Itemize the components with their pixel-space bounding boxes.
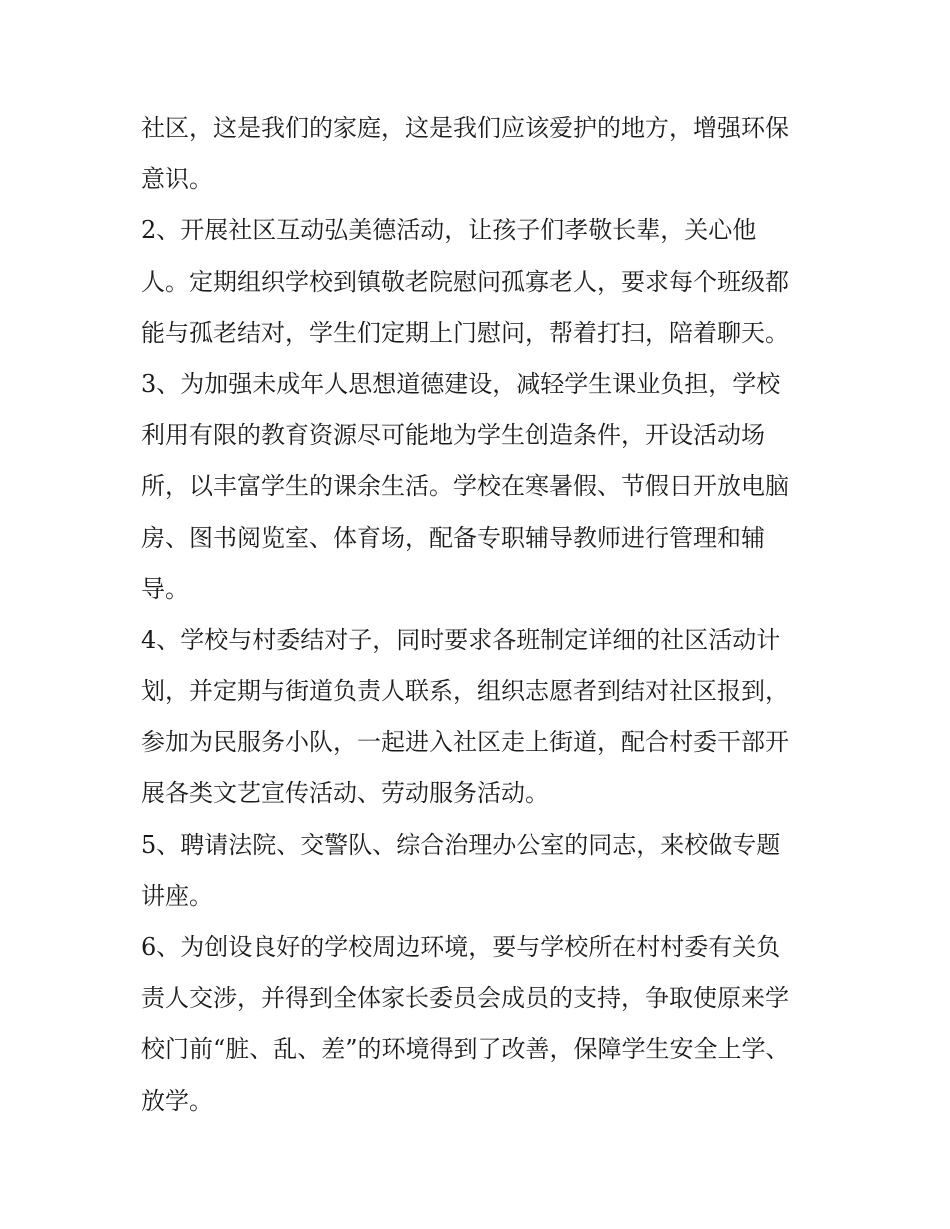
document-body (141, 103, 821, 1127)
text-line: 放学。 (141, 1086, 213, 1115)
text-line: 4、学校与村委结对子，同时要求各班制定详细的社区活动计 (141, 625, 781, 654)
text-line: 6、为创设良好的学校周边环境，要与学校所在村村委有关负 (141, 933, 781, 961)
text-line: 导。 (141, 574, 189, 603)
text-line: 2、开展社区互动弘美德活动，让孩子们孝敬长辈，关心他 (141, 216, 757, 245)
text-line: 利用有限的教育资源尽可能地为学生创造条件，开设活动场 (141, 421, 765, 450)
text-line: 参加为民服务小队，一起进入社区走上街道，配合村委干部开 (141, 728, 789, 757)
text-line: 讲座。 (141, 881, 213, 910)
text-line: 人。定期组织学校到镇敬老院慰问孤寡老人，要求每个班级都 (141, 267, 789, 296)
text-line: 所，以丰富学生的课余生活。学校在寒暑假、节假日开放电脑 (141, 472, 789, 501)
text-line: 5、聘请法院、交警队、综合治理办公室的同志，来校做专题 (141, 830, 781, 859)
text-line: 意识。 (141, 165, 213, 194)
text-line: 能与孤老结对，学生们定期上门慰问，帮着打扫，陪着聊天。 (141, 318, 789, 347)
text-line: 3、为加强未成年人思想道德建设，减轻学生课业负担，学校 (141, 369, 781, 398)
text-line: 责人交涉，并得到全体家长委员会成员的支持，争取使原来学 (141, 984, 789, 1013)
text-line: 划，并定期与街道负责人联系，组织志愿者到结对社区报到， (141, 677, 789, 706)
text-line: 社区，这是我们的家庭，这是我们应该爱护的地方，增强环保 (141, 114, 789, 142)
text-line: 房、图书阅览室、体育场，配备专职辅导教师进行管理和辅 (141, 523, 765, 552)
text-line: 展各类文艺宣传活动、劳动服务活动。 (141, 779, 549, 808)
text-line: 校门前“脏、乱、差”的环境得到了改善，保障学生安全上学、 (141, 1035, 790, 1064)
